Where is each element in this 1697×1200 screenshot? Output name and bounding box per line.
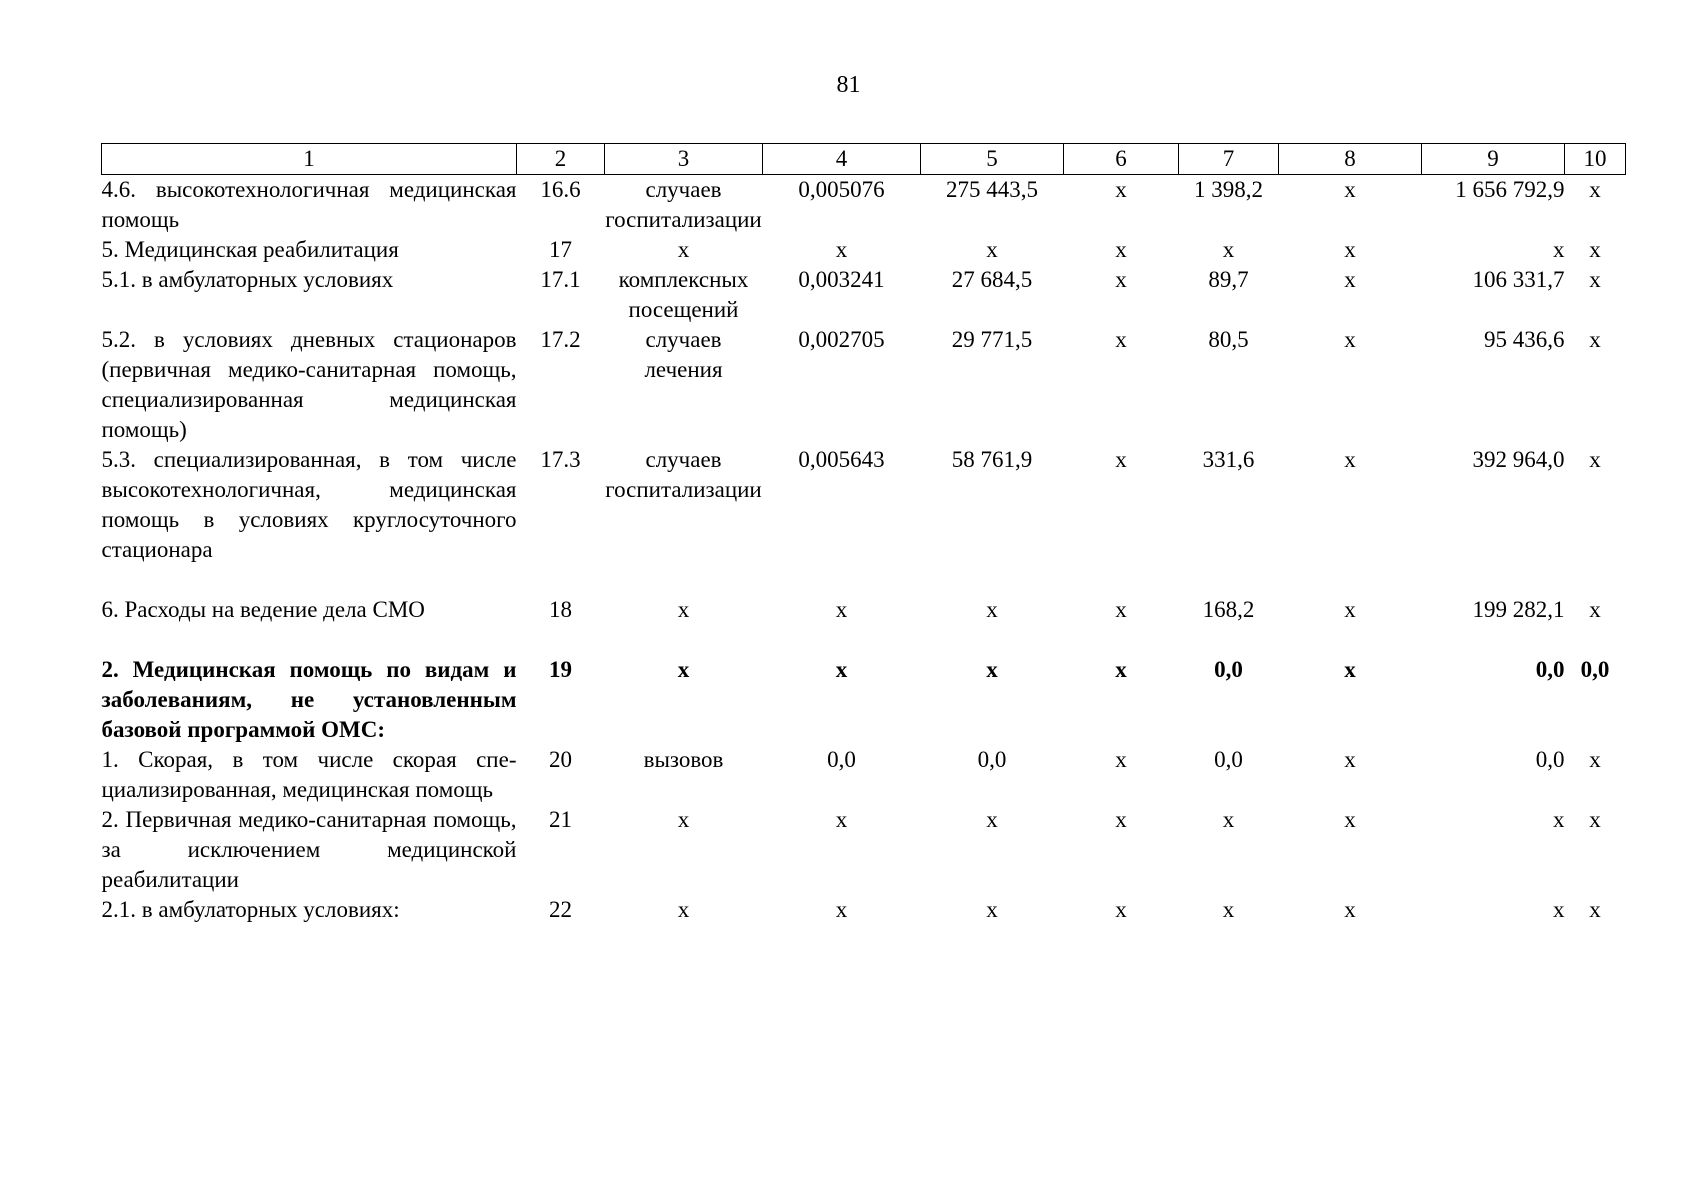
row-label: 4.6. высокотехнологичная медицинская помощь — [101, 177, 517, 232]
value-cell: х — [1344, 597, 1356, 622]
value-cell: 106 331,7 — [1472, 267, 1565, 292]
row-code: 16.6 — [540, 177, 581, 202]
value-cell: х — [1115, 237, 1127, 262]
unit-cell: х — [677, 597, 690, 622]
row-code: 17.3 — [540, 447, 581, 472]
value-cell: х — [835, 657, 848, 682]
value-cell: х — [1222, 807, 1235, 832]
value-cell: х — [835, 807, 848, 832]
value-cell: х — [835, 897, 848, 922]
header-row — [102, 144, 1626, 175]
table-row — [102, 745, 1626, 805]
value-cell: 58 761,9 — [951, 447, 1033, 472]
value-cell: х — [1344, 447, 1356, 472]
value-cell: х — [1115, 807, 1127, 832]
value-cell: х — [1344, 747, 1356, 772]
table-row — [102, 265, 1626, 325]
value-cell: 275 443,5 — [946, 177, 1038, 202]
value-cell: 0,0 — [1535, 657, 1565, 682]
value-cell: 27 684,5 — [951, 267, 1033, 292]
value-cell: х — [1589, 327, 1601, 352]
value-cell: х — [1344, 657, 1356, 682]
row-code: 18 — [549, 597, 572, 622]
unit-cell: случаев госпитализации — [605, 447, 762, 502]
table-row — [102, 805, 1626, 895]
value-cell: 168,2 — [1202, 597, 1255, 622]
value-cell: 0,0 — [827, 747, 856, 772]
value-cell: 0,002705 — [798, 327, 885, 352]
value-cell: 1 398,2 — [1194, 177, 1263, 202]
table-row-section — [102, 655, 1626, 745]
value-cell: х — [1222, 237, 1235, 262]
unit-cell: случаев госпитализации — [605, 177, 762, 232]
value-cell: 199 282,1 — [1472, 597, 1565, 622]
value-cell: х — [986, 597, 998, 622]
value-cell: х — [835, 597, 848, 622]
value-cell: х — [1222, 897, 1235, 922]
value-cell: х — [1115, 177, 1127, 202]
table-row — [102, 595, 1626, 625]
row-label: 2.1. в амбулаторных условиях: — [101, 897, 400, 922]
unit-cell: х — [677, 897, 690, 922]
value-cell: 0,0 — [977, 747, 1007, 772]
column-header: 5 — [921, 144, 1064, 175]
value-cell: х — [1115, 597, 1127, 622]
value-cell: х — [1589, 267, 1601, 292]
value-cell: 95 436,6 — [1484, 327, 1565, 352]
value-cell: х — [1589, 897, 1601, 922]
column-header: 7 — [1179, 144, 1279, 175]
unit-cell: х — [677, 237, 690, 262]
unit-cell: х — [677, 807, 690, 832]
value-cell: х — [1344, 177, 1356, 202]
value-cell: х — [1115, 747, 1127, 772]
value-cell: х — [1344, 897, 1356, 922]
row-label: 5.1. в амбулаторных условиях — [101, 267, 394, 292]
value-cell: х — [986, 657, 998, 682]
value-cell: х — [1589, 237, 1601, 262]
column-header: 1 — [102, 144, 517, 175]
value-cell: 80,5 — [1208, 327, 1249, 352]
value-cell: х — [1344, 237, 1356, 262]
row-code: 17 — [549, 237, 572, 262]
row-label: 6. Расходы на ведение дела СМО — [101, 597, 425, 622]
row-label: 5.3. специализированная, в том числе высокотехнологичная, медицинская помощь в условиях круглосуточного стационара — [101, 447, 517, 562]
value-cell: х — [1589, 807, 1601, 832]
table-row — [102, 445, 1626, 565]
value-cell: х — [1344, 267, 1356, 292]
column-header: 8 — [1279, 144, 1422, 175]
column-header: 9 — [1422, 144, 1565, 175]
value-cell: х — [986, 807, 998, 832]
row-label: 1. Скорая, в том числе скорая специализированная, медицинская помощь — [101, 747, 517, 802]
value-cell: 89,7 — [1208, 267, 1249, 292]
page-number: 81 — [836, 72, 861, 98]
row-code: 17.1 — [540, 267, 581, 292]
spacer-row — [102, 565, 1626, 595]
value-cell: х — [835, 237, 848, 262]
unit-cell: вызовов — [643, 747, 724, 772]
spacer-row — [102, 625, 1626, 655]
unit-cell: комплексных посещений — [618, 267, 749, 322]
data-table — [101, 143, 1626, 925]
value-cell: 331,6 — [1202, 447, 1255, 472]
value-cell: х — [986, 897, 998, 922]
value-cell: х — [986, 237, 998, 262]
row-label: 5. Медицинская реабилитация — [101, 237, 399, 262]
value-cell: 1 656 792,9 — [1455, 177, 1565, 202]
table-row — [102, 175, 1626, 236]
row-code: 21 — [549, 807, 572, 832]
row-code: 20 — [549, 747, 572, 772]
row-code: 22 — [549, 897, 572, 922]
value-cell: х — [1589, 747, 1601, 772]
value-cell: х — [1115, 267, 1127, 292]
value-cell: 392 964,0 — [1472, 447, 1565, 472]
row-label: 5.2. в условиях дневных стационаров (первичная медико-санитарная помощь, специализированная медицинская помощь) — [101, 327, 517, 442]
column-header: 3 — [605, 144, 763, 175]
column-header: 6 — [1064, 144, 1179, 175]
unit-cell: х — [677, 657, 690, 682]
value-cell: х — [1344, 807, 1356, 832]
value-cell: х — [1115, 657, 1127, 682]
value-cell: 0,005076 — [798, 177, 885, 202]
value-cell: 0,0 — [1214, 657, 1243, 682]
value-cell: х — [1115, 897, 1127, 922]
value-cell: х — [1589, 447, 1601, 472]
value-cell: х — [1115, 447, 1127, 472]
value-cell: х — [1344, 327, 1356, 352]
value-cell: х — [1553, 897, 1565, 922]
row-code: 17.2 — [540, 327, 581, 352]
value-cell: х — [1589, 177, 1601, 202]
value-cell: 0,0 — [1580, 657, 1610, 682]
unit-cell: случаев лечения — [644, 327, 723, 382]
table-row — [102, 235, 1626, 265]
row-label: 2. Первичная медико-санитарная помощь, за исключением медицинской реабилитации — [101, 807, 517, 892]
table-row — [102, 325, 1626, 445]
value-cell: 0,003241 — [798, 267, 885, 292]
section-label: 2. Медицинская помощь по видам и заболеваниям, не установленным базовой программой ОМС: — [101, 657, 517, 742]
value-cell: х — [1115, 327, 1127, 352]
value-cell: 0,0 — [1214, 747, 1243, 772]
value-cell: х — [1553, 807, 1565, 832]
value-cell: 0,005643 — [798, 447, 885, 472]
row-code: 19 — [549, 657, 572, 682]
column-header: 10 — [1565, 144, 1626, 175]
column-header: 2 — [517, 144, 605, 175]
column-header: 4 — [763, 144, 921, 175]
value-cell: 29 771,5 — [951, 327, 1033, 352]
value-cell: 0,0 — [1535, 747, 1565, 772]
table-row — [102, 895, 1626, 925]
value-cell: х — [1553, 237, 1565, 262]
value-cell: х — [1589, 597, 1601, 622]
